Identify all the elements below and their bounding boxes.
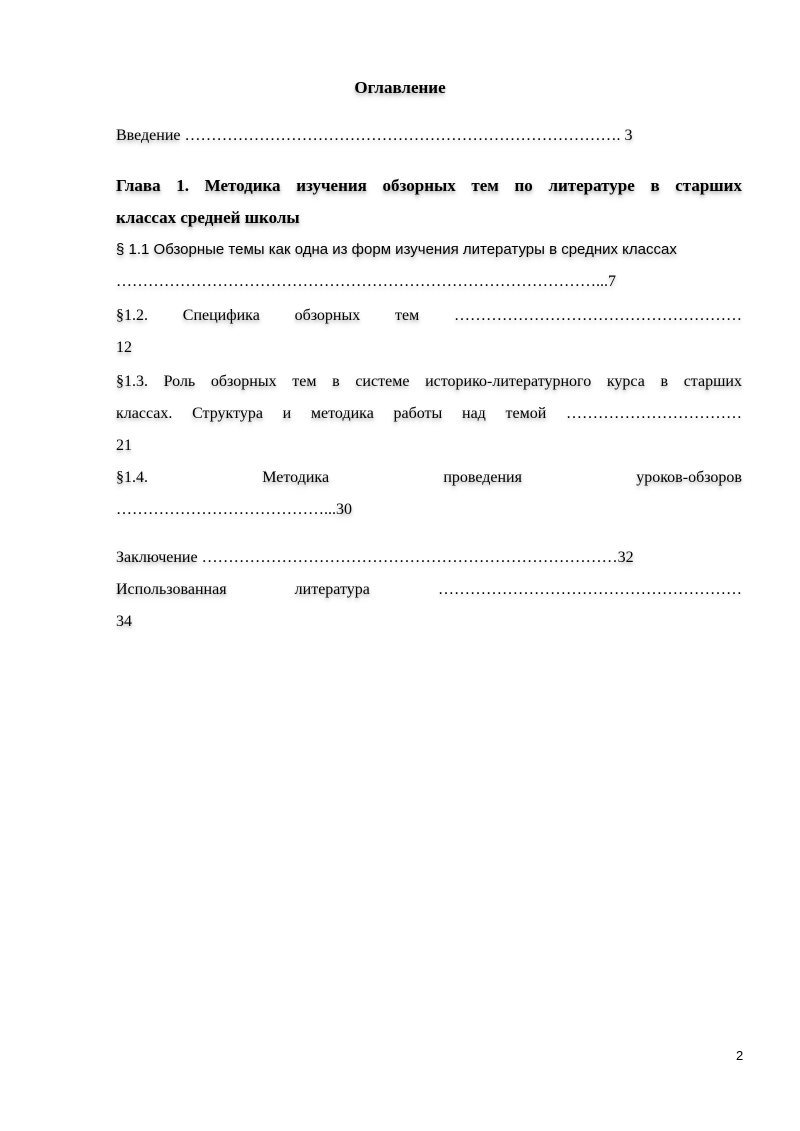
toc-title: Оглавление: [354, 78, 446, 97]
toc-entry-chapter1-line2: классах средней школы: [116, 208, 300, 227]
toc-entry-section-1-3-page: 21: [116, 437, 132, 454]
toc-entry-section-1-1: § 1.1 Обзорные темы как одна из форм изучения литературы в средних классах: [116, 241, 677, 258]
toc-entry-section-1-4-line1: §1.4. Методика проведения уроков-обзоров: [116, 469, 742, 486]
toc-entry-introduction: Введение ………………………………………………………………………. 3: [116, 127, 633, 144]
toc-entry-chapter1-line1: Глава 1. Методика изучения обзорных тем по литературе в старших: [116, 176, 742, 195]
toc-entry-section-1-2: §1.2. Специфика обзорных тем ………………………………………………: [116, 307, 742, 324]
toc-entry-conclusion: Заключение ……………………………………………………………………32: [116, 549, 634, 566]
toc-entry-section-1-3-line2: классах. Структура и методика работы над темой ……………………………: [116, 405, 742, 422]
toc-entry-section-1-1-leader: ………………………………………………………………………………...7: [116, 273, 616, 290]
toc-entry-section-1-2-page: 12: [116, 339, 132, 356]
page-number: 2: [736, 1048, 744, 1063]
toc-entry-section-1-3-line1: §1.3. Роль обзорных тем в системе историко-литературного курса в старших: [116, 373, 742, 390]
toc-entry-bibliography-page: 34: [116, 613, 132, 630]
toc-entry-bibliography: Использованная литература …………………………………………………: [116, 581, 742, 598]
toc-entry-section-1-4-leader: …………………………………...30: [116, 501, 352, 518]
